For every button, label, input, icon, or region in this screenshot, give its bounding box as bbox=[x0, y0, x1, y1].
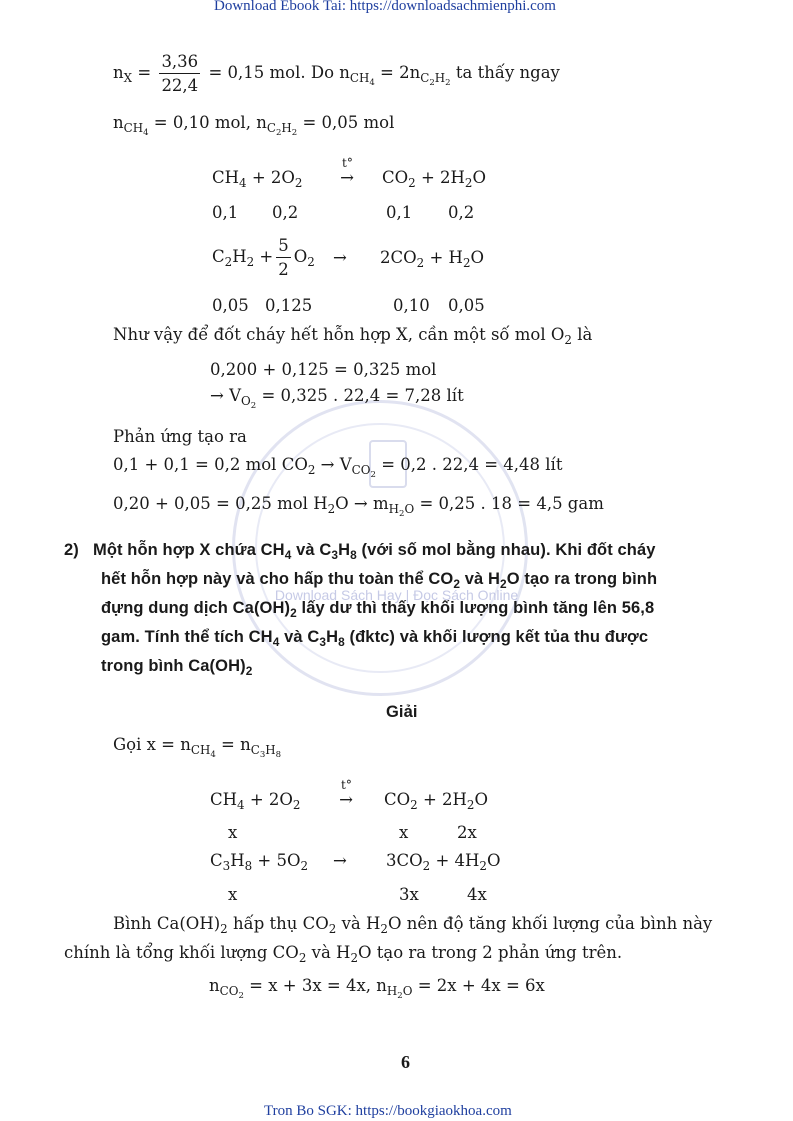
products-intro: Phản ứng tạo ra bbox=[113, 427, 247, 446]
eq1-reactants: $CH_4 + 2O_2$ bbox=[210, 790, 301, 813]
eq1-coef: x bbox=[399, 823, 409, 842]
eq2-coef: 3x bbox=[399, 885, 419, 904]
nx-formula: $n_X$ = $\frac{3,36}{22,4}$ = 0,15 mol. Do $n_{CH_4} = 2n_{C_2H_2}$ ta thấy ngay bbox=[113, 52, 560, 95]
paragraph-line2: chính là tổng khối lượng $CO_2$ và $H_2O$ tạo ra trong 2 phản ứng trên. bbox=[64, 943, 623, 966]
mol-equations: $n_{CO_2} = x + 3x = 4x$, $n_{H_2O} = 2x + 4x = 6x$ bbox=[209, 976, 545, 1002]
header-download-link[interactable]: Download Ebook Tai: https://downloadsachmienphi.com bbox=[214, 0, 556, 14]
r1-mol: 0,1 bbox=[212, 203, 239, 222]
problem2-line3: đựng dung dịch $Ca(OH)_2$ lấy dư thì thấy khối lượng bình tăng lên 56,8 bbox=[101, 599, 655, 621]
o2-text: Như vậy để đốt cháy hết hỗn hợp X, cần một số mol $O_2$ là bbox=[113, 325, 593, 348]
eq2-coef: 4x bbox=[467, 885, 487, 904]
eq2-coef: x bbox=[228, 885, 238, 904]
heat-arrow-1: t° → bbox=[340, 156, 354, 187]
r2-mol: 0,05 bbox=[448, 296, 485, 315]
eq1-products: $CO_2 + 2H_2O$ bbox=[384, 790, 489, 813]
r1-mol: 0,1 bbox=[386, 203, 413, 222]
paragraph-line1: Bình $Ca(OH)_2$ hấp thụ $CO_2$ và $H_2O$ nên độ tăng khối lượng của bình này bbox=[113, 914, 713, 937]
eq2-reactants: $C_3H_8 + 5O_2$ bbox=[210, 851, 309, 874]
eq1-coef: x bbox=[228, 823, 238, 842]
let-x: Gọi $x = n_{CH_4} = n_{C_3H_8}$ bbox=[113, 735, 282, 761]
heat-arrow-3: t° → bbox=[339, 778, 353, 809]
r1-mol: 0,2 bbox=[272, 203, 299, 222]
arrow-4: → bbox=[333, 851, 347, 870]
h2o-line: 0,20 + 0,05 = 0,25 mol $H_2O \to m_{H_2O} = 0,25$ . 18 = 4,5 gam bbox=[113, 494, 604, 520]
moles-line: $n_{CH_4} = 0,10$ mol, $n_{C_2H_2} = 0,05$ mol bbox=[113, 113, 395, 139]
problem2-line4: gam. Tính thể tích $CH_4$ và $C_3H_8$ (đktc) và khối lượng kết tủa thu được bbox=[101, 628, 649, 650]
problem2-line5: trong bình $Ca(OH)_2$ bbox=[101, 657, 253, 679]
reaction-c2h2: $C_2H_2$ + $\frac{5}{2}$ $O_2$ bbox=[212, 236, 315, 279]
arrow-2: → bbox=[333, 248, 347, 267]
o2-volume: → $V_{O_2} = 0,325$ . 22,4 = 7,28 lít bbox=[210, 386, 464, 412]
footer-sgk-link[interactable]: Tron Bo SGK: https://bookgiaokhoa.com bbox=[264, 1103, 512, 1119]
problem2-line2: hết hỗn hợp này và cho hấp thu toàn thể $CO_2$ và $H_2O$ tạo ra trong bình bbox=[101, 570, 658, 592]
r2-mol: 0,125 bbox=[265, 296, 313, 315]
reaction-ch4-products: $CO_2 + 2H_2O$ bbox=[382, 168, 487, 191]
eq2-products: $3CO_2 + 4H_2O$ bbox=[386, 851, 501, 874]
r2-mol: 0,05 bbox=[212, 296, 249, 315]
problem2-line1: Một hỗn hợp X chứa $CH_4$ và $C_3H_8$ (với số mol bằng nhau). Khi đốt cháy bbox=[93, 541, 656, 563]
watermark-caption: Download Sách Hay | Đọc Sách Online bbox=[274, 587, 519, 603]
r2-mol: 0,10 bbox=[393, 296, 430, 315]
page-number: 6 bbox=[401, 1052, 410, 1072]
solution-heading: Giải bbox=[386, 703, 418, 721]
r1-mol: 0,2 bbox=[448, 203, 475, 222]
reaction-ch4: $CH_4 + 2O_2$ bbox=[212, 168, 303, 191]
co2-line: 0,1 + 0,1 = 0,2 mol $CO_2 \to V_{CO_2} = 0,2$ . 22,4 = 4,48 lít bbox=[113, 455, 563, 481]
problem2-label: 2) bbox=[64, 541, 79, 559]
reaction-c2h2-products: $2CO_2 + H_2O$ bbox=[380, 248, 485, 271]
eq1-coef: 2x bbox=[457, 823, 477, 842]
o2-sum: 0,200 + 0,125 = 0,325 mol bbox=[210, 360, 437, 379]
